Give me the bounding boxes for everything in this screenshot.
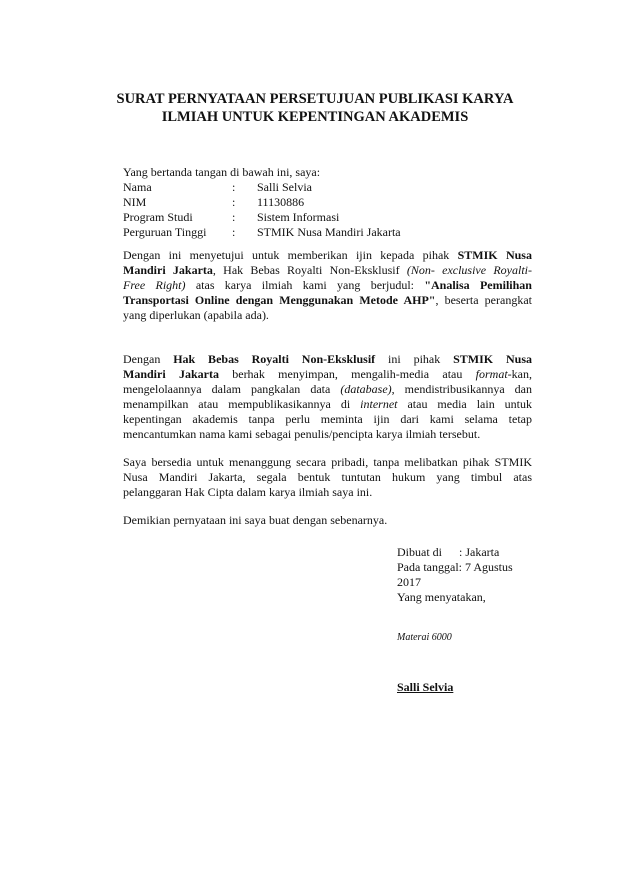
document-title bbox=[100, 90, 530, 126]
paragraph-line bbox=[123, 427, 532, 442]
institution-name: STMIK Nusa bbox=[457, 248, 532, 262]
paragraph-text: Dengan ini menyetujui untuk memberikan ijin kepada pihak bbox=[123, 248, 458, 262]
identity-colon: : bbox=[232, 180, 236, 194]
paragraph-line bbox=[123, 352, 532, 367]
identity-row-name bbox=[123, 180, 401, 195]
identity-row-nim bbox=[123, 195, 401, 210]
paragraph-text: , Hak Bebas Royalti Non-Eksklusif bbox=[212, 263, 407, 277]
paragraph-line bbox=[123, 397, 532, 412]
identity-label: Nama bbox=[123, 180, 152, 194]
title-line-1: SURAT PERNYATAAN PERSETUJUAN PUBLIKASI KARYA bbox=[116, 91, 514, 107]
declarer-text: Yang menyatakan, bbox=[397, 590, 486, 604]
rights-paragraph bbox=[123, 352, 532, 442]
closing-paragraph bbox=[123, 513, 532, 528]
thesis-title: Transportasi Online dengan Menggunakan Metode AHP" bbox=[123, 293, 436, 307]
paragraph-text: mengelolaannya dalam pangkalan data bbox=[123, 382, 341, 396]
liability-paragraph bbox=[123, 455, 532, 500]
institution-name: Mandiri Jakarta bbox=[123, 263, 213, 277]
paragraph-text: ini pihak bbox=[375, 352, 454, 366]
institution-name: Mandiri Jakarta bbox=[123, 367, 219, 381]
paragraph-text: kepentingan akademis tanpa perlu meminta ijin dari kami selama tetap bbox=[123, 412, 532, 426]
paragraph-line bbox=[123, 382, 532, 397]
paragraph-text: atau media lain untuk bbox=[397, 397, 532, 411]
paragraph-italic: (Non- exclusive Royalti- bbox=[406, 263, 532, 277]
paragraph-text: menampilkan atau mempublikasikannya di bbox=[123, 397, 361, 411]
paragraph-line bbox=[123, 248, 532, 263]
paragraph-line bbox=[123, 308, 532, 323]
paragraph-line bbox=[123, 412, 532, 427]
paragraph-italic: internet bbox=[360, 397, 398, 411]
place-value: : Jakarta bbox=[459, 545, 500, 559]
date-year: 2017 bbox=[397, 575, 421, 589]
identity-value: 11130886 bbox=[257, 195, 305, 209]
paragraph-italic: (database) bbox=[340, 382, 392, 396]
identity-row-program bbox=[123, 210, 401, 225]
paragraph-text: mencantumkan nama kami sebagai penulis/pencipta karya ilmiah tersebut. bbox=[123, 427, 481, 441]
paragraph-text: berhak menyimpan, mengalih-media atau bbox=[218, 367, 476, 381]
paragraph-line bbox=[123, 263, 532, 278]
paragraph-line: pelanggaran Hak Cipta dalam karya ilmiah saya ini. bbox=[123, 485, 373, 499]
paragraph-line: Nusa Mandiri Jakarta, segala bentuk tuntutan hukum yang timbul atas bbox=[123, 470, 532, 484]
signature-block bbox=[397, 545, 513, 605]
consent-paragraph bbox=[123, 248, 532, 323]
paragraph-text: yang diperlukan (apabila ada). bbox=[123, 308, 269, 322]
identity-label: Perguruan Tinggi bbox=[123, 225, 207, 239]
identity-row-university bbox=[123, 225, 401, 240]
signer-name: Salli Selvia bbox=[397, 680, 454, 694]
identity-value: Salli Selvia bbox=[257, 180, 312, 194]
identity-colon: : bbox=[232, 225, 236, 239]
date-row bbox=[397, 560, 513, 575]
paragraph-text: atas karya ilmiah kami yang berjudul: bbox=[185, 278, 425, 292]
institution-name: STMIK Nusa bbox=[453, 352, 532, 366]
paragraph-italic: Free Right) bbox=[123, 278, 186, 292]
identity-table bbox=[123, 180, 401, 240]
identity-colon: : bbox=[232, 195, 236, 209]
place-row bbox=[397, 545, 513, 560]
identity-colon: : bbox=[232, 210, 236, 224]
paragraph-text: , mendistribusikannya dan bbox=[391, 382, 532, 396]
identity-value: STMIK Nusa Mandiri Jakarta bbox=[257, 225, 401, 239]
paragraph-bold: Hak Bebas Royalti Non-Eksklusif bbox=[173, 352, 376, 366]
stamp-duty-label: Materai 6000 bbox=[397, 632, 452, 643]
identity-label: NIM bbox=[123, 195, 147, 209]
paragraph-line: Demikian pernyataan ini saya buat dengan sebenarnya. bbox=[123, 513, 388, 527]
paragraph-text: Dengan bbox=[123, 352, 174, 366]
thesis-title: "Analisa Pemilihan bbox=[424, 278, 532, 292]
paragraph-line: Saya bersedia untuk menanggung secara pribadi, tanpa melibatkan pihak STMIK bbox=[123, 455, 532, 469]
identity-value: Sistem Informasi bbox=[257, 210, 340, 224]
identity-label: Program Studi bbox=[123, 210, 193, 224]
date-label: Pada tanggal bbox=[397, 560, 459, 574]
paragraph-italic: format bbox=[475, 367, 508, 381]
date-value: : 7 Agustus bbox=[458, 560, 513, 574]
paragraph-line bbox=[123, 278, 532, 293]
intro-text: Yang bertanda tangan di bawah ini, saya: bbox=[123, 165, 321, 179]
paragraph-line bbox=[123, 293, 532, 308]
place-label: Dibuat di bbox=[397, 545, 442, 559]
title-line-2: ILMIAH UNTUK KEPENTINGAN AKADEMIS bbox=[161, 109, 469, 125]
paragraph-text: , beserta perangkat bbox=[435, 293, 532, 307]
paragraph-line bbox=[123, 367, 532, 382]
paragraph-text: -kan, bbox=[507, 367, 532, 381]
